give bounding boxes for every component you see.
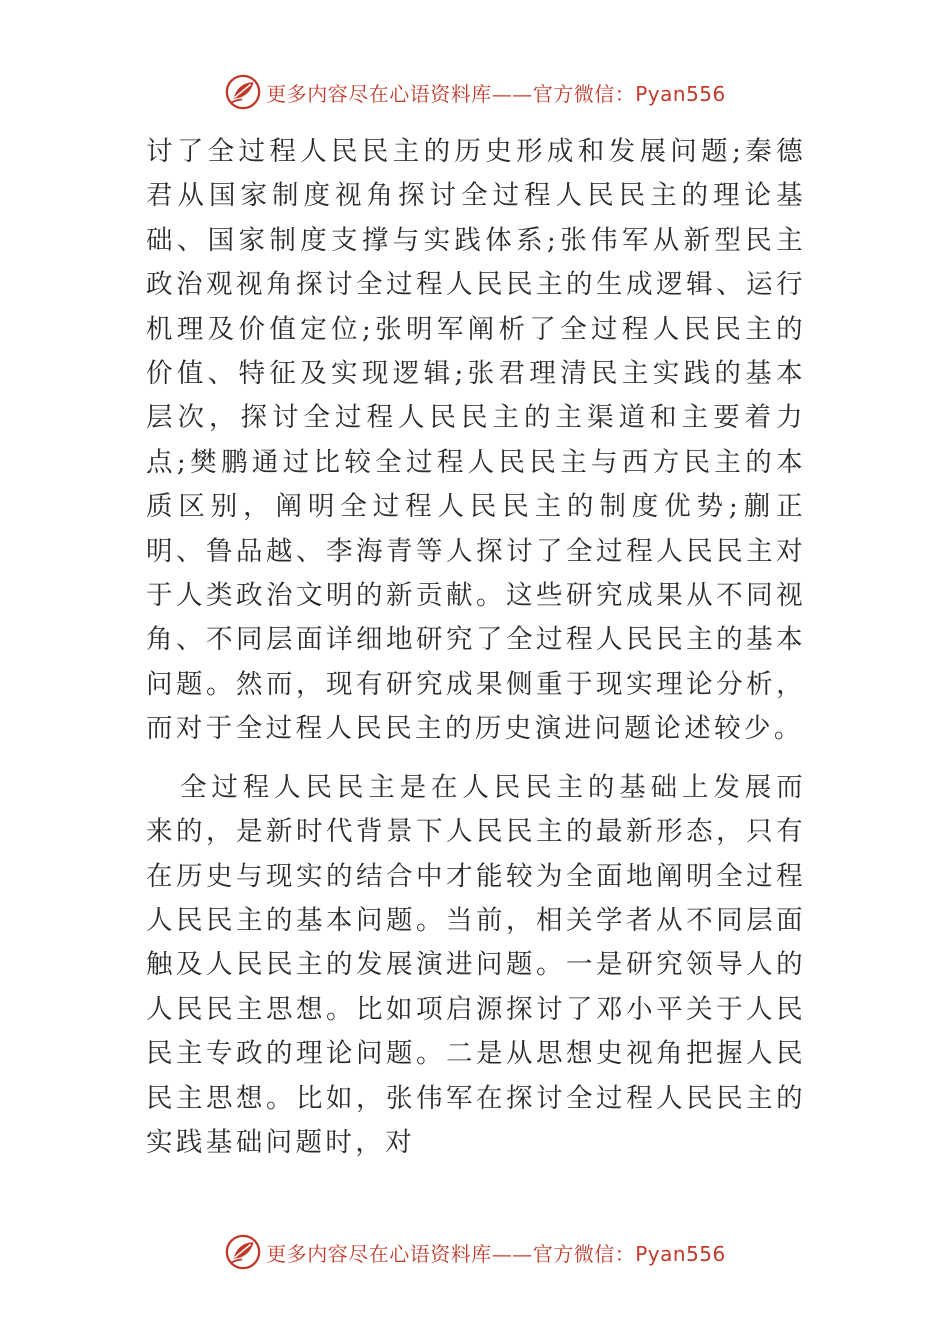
banner-slogan: 更多内容尽在心语资料库——官方微信：	[266, 1241, 636, 1266]
wechat-id: Pyan556	[635, 1241, 726, 1266]
banner-text	[266, 78, 726, 107]
document-body	[146, 130, 806, 1165]
wechat-id: Pyan556	[635, 81, 726, 106]
banner-text	[266, 1238, 726, 1267]
header-watermark	[0, 72, 950, 112]
paragraph-1: 讨了全过程人民民主的历史形成和发展问题;秦德君从国家制度视角探讨全过程人民民主的理论基础、国家制度支撑与实践体系;张伟军从新型民主政治观视角探讨全过程人民民主的生成逻辑、运行机理及价值定位;张明军阐析了全过程人民民主的价值、特征及实现逻辑;张君理清民主实践的基本层次，探讨全过程人民民主的主渠道和主要着力点;樊鹏通过比较全过程人民民主与西方民主的本质区别，阐明全过程人民民主的制度优势;蒯正明、鲁品越、李海青等人探讨了全过程人民民主对于人类政治文明的新贡献。这些研究成果从不同视角、不同层面详细地研究了全过程人民民主的基本问题。然而，现有研究成果侧重于现实理论分析，而对于全过程人民民主的历史演进问题论述较少。	[146, 136, 806, 745]
leaf-logo-icon	[224, 1233, 262, 1271]
banner-slogan: 更多内容尽在心语资料库——官方微信：	[266, 81, 636, 106]
footer-watermark	[0, 1232, 950, 1272]
leaf-logo-icon	[224, 73, 262, 111]
paragraph-2: 全过程人民民主是在人民民主的基础上发展而来的，是新时代背景下人民民主的最新形态，只有在历史与现实的结合中才能较为全面地阐明全过程人民民主的基本问题。当前，相关学者从不同层面触及人民民主的发展演进问题。一是研究领导人的人民民主思想。比如项启源探讨了邓小平关于人民民主专政的理论问题。二是从思想史视角把握人民民主思想。比如，张伟军在探讨全过程人民民主的实践基础问题时，对	[146, 771, 806, 1158]
